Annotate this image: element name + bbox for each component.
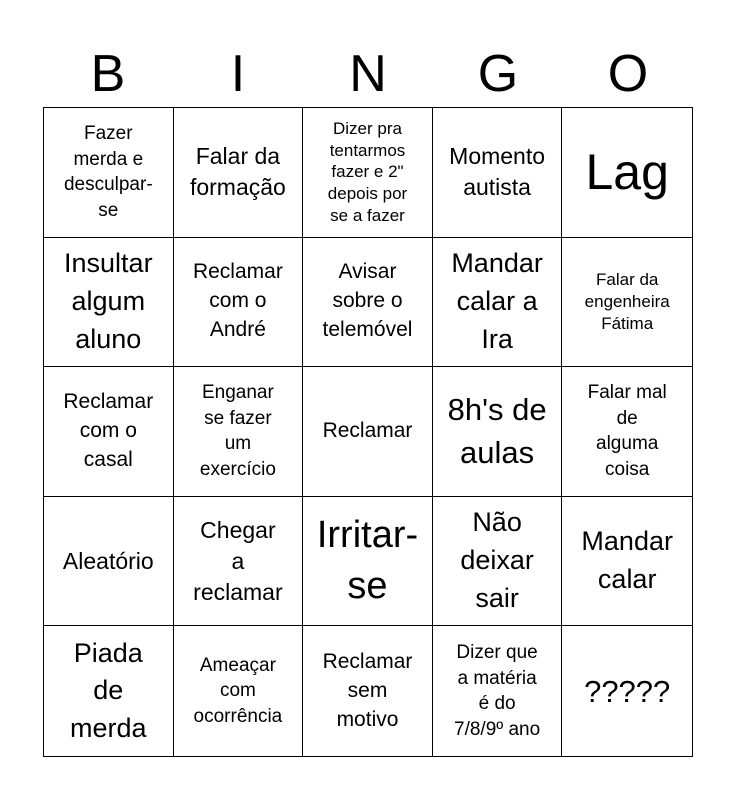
bingo-cell[interactable] (433, 367, 563, 497)
cell-line: exercício (199, 459, 276, 481)
cell-line: Reclamar (322, 419, 413, 442)
cell-line: coisa (605, 459, 650, 481)
header-letter-g: G (477, 45, 519, 103)
cell-line: alguma (596, 433, 659, 455)
cell-line: engenheira (584, 292, 670, 312)
cell-text (585, 269, 670, 334)
cell-line: motivo (336, 707, 399, 731)
cell-line: Dizer que (456, 641, 538, 663)
bingo-cell[interactable] (433, 108, 563, 238)
bingo-cell[interactable] (303, 238, 433, 368)
cell-line: deixar (460, 545, 534, 576)
cell-line: se a fazer (330, 205, 405, 225)
bingo-cell[interactable] (303, 497, 433, 627)
cell-line: aulas (460, 435, 535, 471)
cell-line: Insultar (64, 248, 153, 279)
header-letter-i: I (230, 45, 246, 103)
bingo-cell[interactable] (562, 497, 692, 627)
cell-line: se (347, 565, 388, 608)
cell-line: a matéria (457, 667, 537, 689)
cell-text (451, 245, 543, 358)
cell-line: Momento (449, 143, 546, 170)
cell-line: Enganar (201, 382, 274, 404)
cell-text (64, 245, 153, 358)
cell-line: Fazer (84, 123, 133, 145)
cell-text (70, 635, 147, 748)
cell-text (194, 653, 283, 730)
cell-line: Dizer pra (333, 118, 402, 138)
bingo-header (43, 38, 693, 110)
cell-line: calar a (456, 285, 538, 316)
cell-text (454, 640, 540, 743)
cell-line: Avisar (338, 260, 397, 284)
cell-text (63, 546, 154, 577)
bingo-cell[interactable] (44, 626, 174, 756)
cell-line: se (98, 199, 119, 221)
cell-line: Piada (73, 637, 143, 668)
cell-text (584, 670, 670, 713)
cell-line: Aleatório (62, 547, 154, 574)
bingo-cell[interactable] (174, 238, 304, 368)
cell-line: com (219, 680, 256, 702)
bingo-cell[interactable] (562, 367, 692, 497)
bingo-cell[interactable] (174, 626, 304, 756)
cell-text (323, 417, 413, 446)
cell-line: é do (478, 693, 516, 715)
bingo-cell[interactable] (44, 367, 174, 497)
header-letter-n: N (349, 45, 387, 103)
cell-line: sobre o (332, 289, 403, 313)
cell-text (200, 380, 276, 483)
cell-text (190, 141, 286, 203)
cell-line: com o (209, 289, 267, 313)
bingo-cell[interactable] (44, 238, 174, 368)
cell-text (460, 504, 534, 617)
cell-line: algum (71, 285, 146, 316)
bingo-cell[interactable] (562, 626, 692, 756)
cell-line: de (616, 407, 638, 429)
cell-text (323, 648, 413, 735)
cell-line: desculpar- (63, 174, 153, 196)
bingo-cell[interactable] (562, 238, 692, 368)
cell-line: tentarmos (329, 140, 406, 160)
cell-line: aluno (75, 323, 142, 354)
cell-line: ocorrência (193, 706, 283, 728)
cell-line: Mandar (451, 248, 543, 279)
cell-line: Irritar- (316, 513, 419, 556)
cell-line: Ameaçar (199, 654, 276, 676)
cell-line: de (93, 675, 124, 706)
cell-line: Falar mal (587, 382, 667, 404)
cell-line: sair (475, 582, 519, 613)
cell-line: Não (472, 507, 522, 538)
bingo-cell[interactable] (174, 108, 304, 238)
cell-line: sem (347, 678, 388, 702)
cell-text (588, 380, 667, 483)
cell-line: 8h's de (447, 392, 547, 428)
cell-text (449, 141, 545, 203)
bingo-cell[interactable] (562, 108, 692, 238)
cell-text (193, 515, 282, 608)
cell-line: Ira (481, 323, 513, 354)
cell-text (323, 258, 413, 345)
cell-text (585, 142, 668, 202)
cell-line: 7/8/9º ano (454, 718, 541, 740)
header-letter-b: B (90, 45, 126, 103)
cell-line: autista (463, 174, 531, 201)
cell-line: depois por (327, 184, 408, 204)
cell-text (317, 510, 418, 613)
cell-line: calar (597, 564, 657, 595)
cell-text (64, 121, 153, 224)
cell-line: telemóvel (322, 318, 413, 342)
cell-line: formação (189, 174, 286, 201)
cell-line: Chegar (200, 516, 276, 543)
cell-line: merda (70, 713, 147, 744)
cell-line: a (231, 547, 245, 574)
bingo-cell[interactable] (174, 367, 304, 497)
bingo-cell[interactable] (303, 367, 433, 497)
cell-text (448, 388, 547, 475)
bingo-cell[interactable] (303, 626, 433, 756)
cell-line: Lag (585, 144, 669, 201)
bingo-cell[interactable] (303, 108, 433, 238)
bingo-cell[interactable] (433, 497, 563, 627)
cell-text (581, 523, 673, 599)
cell-line: um (224, 433, 252, 455)
cell-line: Falar da (195, 143, 281, 170)
bingo-cell[interactable] (433, 238, 563, 368)
bingo-card-grid (43, 107, 693, 757)
cell-text (63, 388, 153, 475)
cell-line: com o (79, 419, 137, 442)
cell-line: ????? (584, 673, 671, 709)
cell-line: Fátima (601, 313, 654, 333)
header-letter-o: O (607, 45, 649, 103)
cell-line: Reclamar (322, 649, 413, 673)
cell-line: reclamar (193, 578, 283, 605)
bingo-cell[interactable] (44, 108, 174, 238)
cell-line: se fazer (204, 407, 272, 429)
cell-line: Reclamar (192, 260, 283, 284)
cell-line: André (209, 318, 266, 342)
bingo-cell[interactable] (433, 626, 563, 756)
bingo-cell[interactable] (44, 497, 174, 627)
cell-line: Mandar (581, 526, 673, 557)
cell-line: casal (83, 447, 133, 471)
cell-line: merda e (73, 148, 144, 170)
cell-line: Falar da (596, 270, 659, 290)
bingo-cell[interactable] (174, 497, 304, 627)
cell-line: Reclamar (63, 390, 154, 414)
cell-text (328, 118, 407, 227)
cell-line: fazer e 2" (331, 162, 404, 182)
cell-text (193, 258, 283, 345)
